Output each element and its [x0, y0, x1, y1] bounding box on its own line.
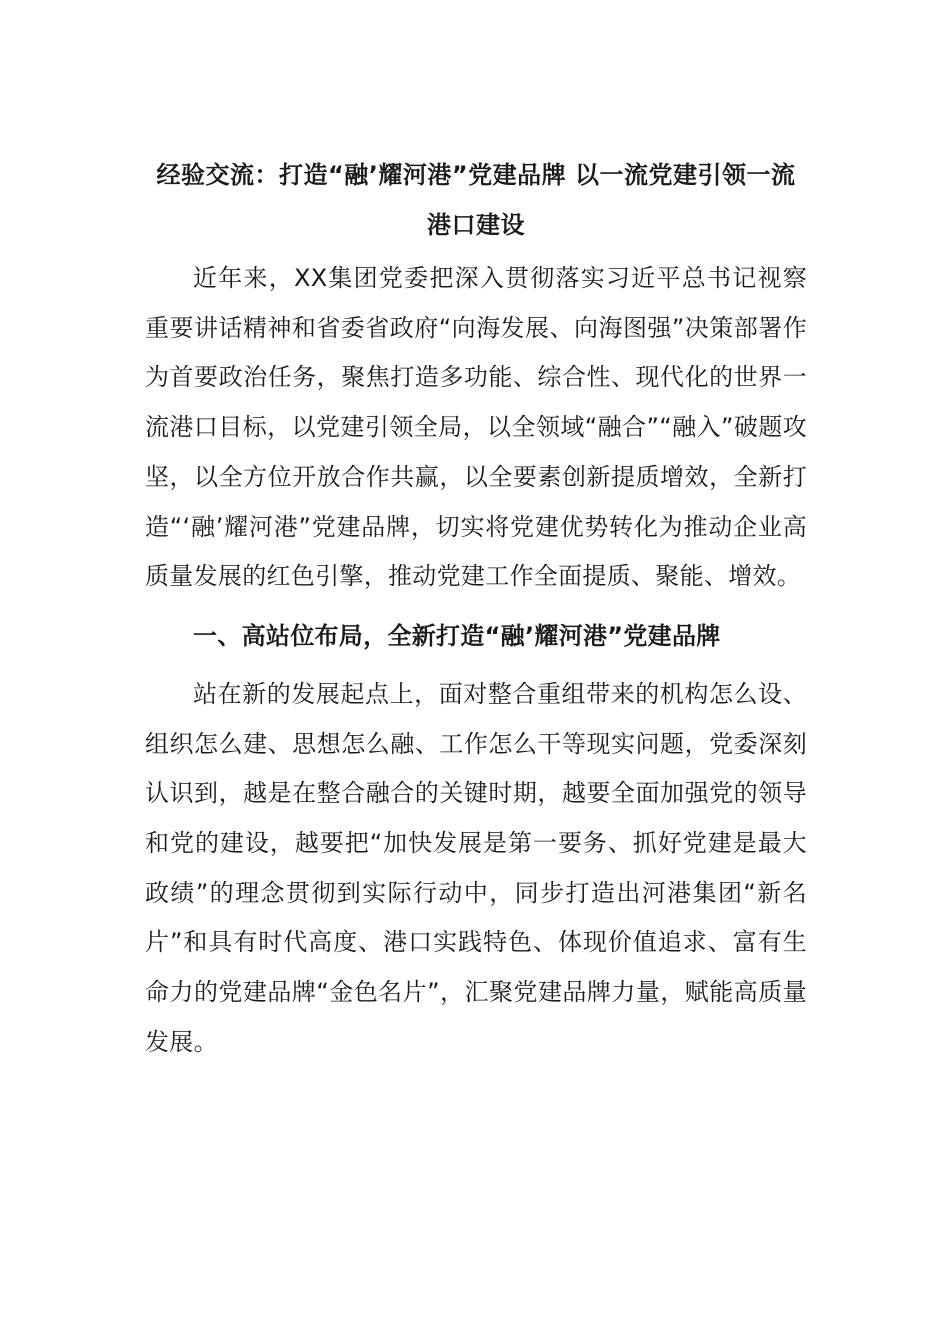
document-body [145, 150, 807, 1068]
section-heading: 一、高站位布局，全新打造“融’耀河港”党建品牌 [193, 621, 721, 650]
intro-paragraph: 近年来，XX集团党委把深入贯彻落实习近平总书记视察重要讲话精神和省委省政府“向海发展、向海图强”决策部署作为首要政治任务，聚焦打造多功能、综合性、现代化的世界一流港口目标，以党建引领全局，以全领域“融合”“融入”破题攻坚，以全方位开放合作共赢，以全要素创新提质增效，全新打造“‘融’耀河港”党建品牌，切实将党建优势转化为推动企业高质量发展的红色引擎，推动党建工作全面提质、聚能、增效。 [145, 264, 807, 591]
document-title: 经验交流：打造“融’耀河港”党建品牌 以一流党建引领一流港口建设 [156, 161, 796, 239]
section-paragraph: 站在新的发展起点上，面对整合重组带来的机构怎么设、组织怎么建、思想怎么融、工作怎么干等现实问题，党委深刻认识到，越是在整合融合的关键时期，越要全面加强党的领导和党的建设，越要把“加快发展是第一要务、抓好党建是最大政绩”的理念贯彻到实际行动中，同步打造出河港集团“新名片”和具有时代高度、港口实践特色、体现价值追求、富有生命力的党建品牌“金色名片”，汇聚党建品牌力量，赋能高质量发展。 [145, 679, 807, 1056]
